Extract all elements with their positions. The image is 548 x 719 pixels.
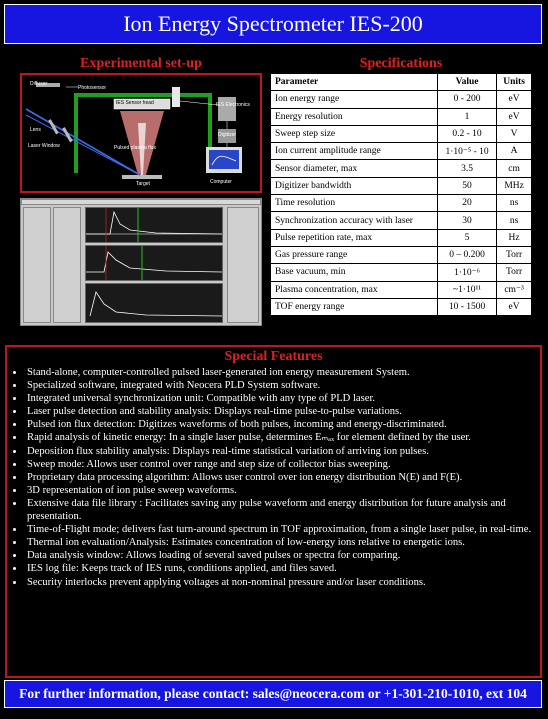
label-photosensor: Photosensor (78, 85, 107, 91)
label-digitizer: Digitizer (218, 132, 237, 138)
list-item: • Extensive data file library : Facilitates saving any pulse waveform and energy distribution for future analysis and presentation. (25, 497, 534, 523)
list-item: • Time-of-Flight mode; delivers fast turn-around spectrum in TOF approximation, from a single laser pulse, in real-time. (25, 523, 534, 536)
cell-value: 0 - 200 (437, 91, 496, 108)
list-item: • Thermal ion evaluation/Analysis: Estimates concentration of low-energy ions relative to energetic ions. (25, 536, 534, 549)
cell-parameter: Pulse repetition rate, max (271, 229, 438, 246)
cell-units: V (497, 125, 532, 142)
page-title: Ion Energy Spectrometer IES-200 (4, 4, 542, 44)
table-row (271, 195, 532, 212)
cell-units: eV (497, 108, 532, 125)
list-item: • Deposition flux stability analysis: Displays real-time statistical variation of arriving ion pulses. (25, 445, 534, 458)
table-row (271, 160, 532, 177)
list-item: • IES log file: Keeps track of IES runs, conditions applied, and files saved. (25, 562, 534, 575)
cell-value: 0 – 0.200 (437, 246, 496, 263)
cell-value: 1·10⁻⁶ (437, 264, 496, 281)
screenshot-waveform-3 (85, 283, 223, 323)
list-item: • Sweep mode: Allows user control over range and step size of collector bias sweeping. (25, 458, 534, 471)
waveform-3-trace (86, 284, 222, 322)
screenshot-left-controls (23, 207, 51, 323)
cell-units: Torr (497, 246, 532, 263)
cell-parameter: Ion energy range (271, 91, 438, 108)
setup-diagram (20, 73, 262, 193)
cell-parameter: TOF energy range (271, 298, 438, 315)
cell-value: 20 (437, 195, 496, 212)
cell-units: eV (497, 298, 532, 315)
column-header-parameter: Parameter (271, 74, 438, 91)
cell-units: Torr (497, 264, 532, 281)
label-diffuser: Diffuser (30, 81, 48, 87)
special-features-heading: Special Features (224, 349, 323, 364)
cell-units: ns (497, 212, 532, 229)
list-item: • Integrated universal synchronization unit: Compatible with any type of PLD laser. (25, 392, 534, 405)
label-lens: Lens (30, 127, 41, 133)
table-row (271, 177, 532, 194)
cell-parameter: Gas pressure range (271, 246, 438, 263)
cell-value: 5 (437, 229, 496, 246)
screenshot-waveform-1 (85, 207, 223, 243)
cell-parameter: Energy resolution (271, 108, 438, 125)
special-features-box (5, 345, 542, 678)
cell-value: 1 (437, 108, 496, 125)
column-header-units: Units (497, 74, 532, 91)
cell-value: 0.2 - 10 (437, 125, 496, 142)
cell-value: 1·10⁻⁵ - 10 (437, 143, 496, 160)
list-item: • Security interlocks prevent applying voltages at non-nominal pressure and/or laser conditions. (25, 576, 534, 589)
cell-value: 3.5 (437, 160, 496, 177)
label-computer: Computer (210, 179, 232, 185)
table-row (271, 298, 532, 315)
label-sensor-head: IES Sensor head (116, 100, 154, 106)
table-row (271, 143, 532, 160)
cell-parameter: Plasma concentration, max (271, 281, 438, 298)
cell-value: ~1·10¹¹ (437, 281, 496, 298)
table-row (271, 246, 532, 263)
specifications-heading: Specifications (359, 56, 443, 71)
list-item: • Laser pulse detection and stability analysis: Displays real-time pulse-to-pulse variations. (25, 405, 534, 418)
list-item: • Rapid analysis of kinetic energy: In a single laser pulse, determines Eₘₐₓ for element defined by the user. (25, 431, 534, 444)
table-row (271, 125, 532, 142)
list-item: • 3D representation of ion pulse sweep waveforms. (25, 484, 534, 497)
cell-parameter: Time resolution (271, 195, 438, 212)
setup-heading: Experimental set-up (80, 56, 202, 71)
screenshot-waveform-2 (85, 245, 223, 281)
waveform-1-trace (86, 208, 222, 242)
cell-parameter: Sensor diameter, max (271, 160, 438, 177)
table-row (271, 281, 532, 298)
contact-footer: For further information, please contact: sales@neocera.com or +1-301-210-1010, ext 104 (4, 680, 542, 708)
table-row (271, 264, 532, 281)
cell-units: cm⁻³ (497, 281, 532, 298)
cell-units: ns (497, 195, 532, 212)
table-header-row (271, 74, 532, 91)
cell-parameter: Sweep step size (271, 125, 438, 142)
cell-units: Hz (497, 229, 532, 246)
cell-parameter: Base vacuum, min (271, 264, 438, 281)
screenshot-tab-bar (21, 199, 261, 205)
screenshot-right-controls (227, 207, 259, 323)
list-item: • Data analysis window: Allows loading of several saved pulses or spectra for comparing. (25, 549, 534, 562)
cell-units: MHz (497, 177, 532, 194)
cell-parameter: Ion current amplitude range (271, 143, 438, 160)
cell-value: 10 - 1500 (437, 298, 496, 315)
cell-units: eV (497, 91, 532, 108)
cell-parameter: Synchronization accuracy with laser (271, 212, 438, 229)
cell-units: A (497, 143, 532, 160)
column-header-value: Value (437, 74, 496, 91)
feature-list (7, 366, 540, 589)
label-laser-window: Laser Window (28, 143, 60, 149)
list-item: • Pulsed ion flux detection: Digitizes waveforms of both pulses, incoming and energy-discriminated. (25, 418, 534, 431)
cell-value: 50 (437, 177, 496, 194)
waveform-2-trace (86, 246, 222, 280)
label-electronics: IES Electronics (216, 102, 250, 108)
list-item: • Stand-alone, computer-controlled pulsed laser-generated ion energy measurement System. (25, 366, 534, 379)
cell-units: cm (497, 160, 532, 177)
label-plasma-flux: Pulsed plasma flux (114, 145, 156, 151)
cell-parameter: Digitizer bandwidth (271, 177, 438, 194)
table-row (271, 108, 532, 125)
list-item: • Specialized software, integrated with Neocera PLD System software. (25, 379, 534, 392)
specifications-table (270, 73, 532, 316)
table-row (271, 212, 532, 229)
software-screenshot (20, 198, 262, 326)
label-target: Target (136, 181, 150, 187)
list-item: • Proprietary data processing algorithm: Allows user control over ion energy distribution N(E) and F(E). (25, 471, 534, 484)
cell-value: 30 (437, 212, 496, 229)
table-row (271, 229, 532, 246)
table-row (271, 91, 532, 108)
screenshot-left-controls-2 (53, 207, 81, 323)
